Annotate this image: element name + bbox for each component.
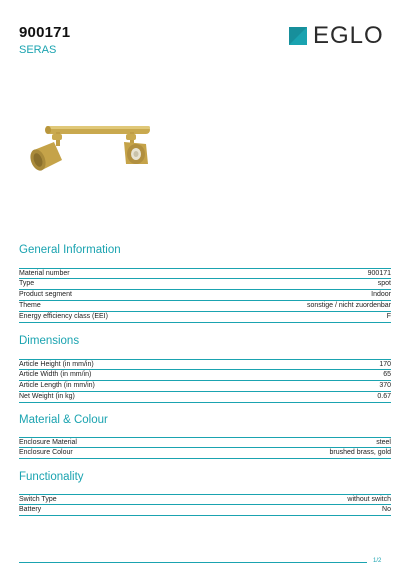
row-value: steel	[376, 438, 391, 446]
table-row	[19, 290, 391, 301]
row-value: 370	[379, 382, 391, 389]
table-row	[19, 279, 391, 290]
row-label: Net Weight (in kg)	[19, 393, 75, 400]
row-label: Enclosure Colour	[19, 449, 73, 456]
brand-name: EGLO	[313, 22, 384, 49]
row-value: sonstige / nicht zuordenbar	[306, 302, 391, 309]
row-value: Indoor	[371, 291, 391, 298]
section-title-dimensions: Dimensions	[19, 335, 80, 347]
row-value: spot	[377, 280, 391, 287]
row-label: Material number	[19, 269, 70, 277]
row-label: Type	[19, 280, 35, 287]
row-value: No	[382, 506, 391, 513]
row-value: 0.67	[377, 393, 391, 400]
functionality-table	[19, 494, 391, 516]
section-title-general: General Information	[19, 244, 121, 256]
dimensions-table	[19, 359, 391, 403]
table-row	[19, 494, 391, 505]
section-title-functionality: Functionality	[19, 471, 84, 483]
row-value: brushed brass, gold	[329, 449, 391, 456]
product-image	[28, 120, 158, 190]
row-value: F	[386, 313, 391, 320]
brand-mark-icon	[287, 25, 309, 47]
table-row	[19, 312, 391, 323]
material-table	[19, 437, 391, 459]
row-label: Product segment	[19, 291, 72, 298]
table-row	[19, 268, 391, 279]
table-row	[19, 505, 391, 516]
table-row	[19, 359, 391, 370]
row-label: Switch Type	[19, 495, 57, 503]
section-title-material: Material & Colour	[19, 414, 108, 426]
general-info-table	[19, 268, 391, 323]
table-row	[19, 392, 391, 403]
brand-logo	[287, 22, 384, 49]
table-row	[19, 381, 391, 392]
row-label: Article Length (in mm/in)	[19, 382, 95, 389]
row-label: Article Width (in mm/in)	[19, 371, 92, 378]
row-value: without switch	[347, 495, 391, 503]
row-value: 170	[379, 360, 391, 368]
row-value: 65	[383, 371, 391, 378]
row-label: Energy efficiency class (EEI)	[19, 313, 108, 320]
row-label: Enclosure Material	[19, 438, 77, 446]
table-row	[19, 370, 391, 381]
table-row	[19, 437, 391, 448]
table-row	[19, 301, 391, 312]
row-label: Theme	[19, 302, 41, 309]
page-number: 1/2	[373, 558, 382, 564]
footer-divider	[19, 562, 367, 563]
row-label: Article Height (in mm/in)	[19, 360, 94, 368]
series-name: SERAS	[19, 44, 57, 56]
row-value: 900171	[367, 269, 391, 277]
table-row	[19, 448, 391, 459]
article-number: 900171	[19, 24, 71, 41]
row-label: Battery	[19, 506, 42, 513]
